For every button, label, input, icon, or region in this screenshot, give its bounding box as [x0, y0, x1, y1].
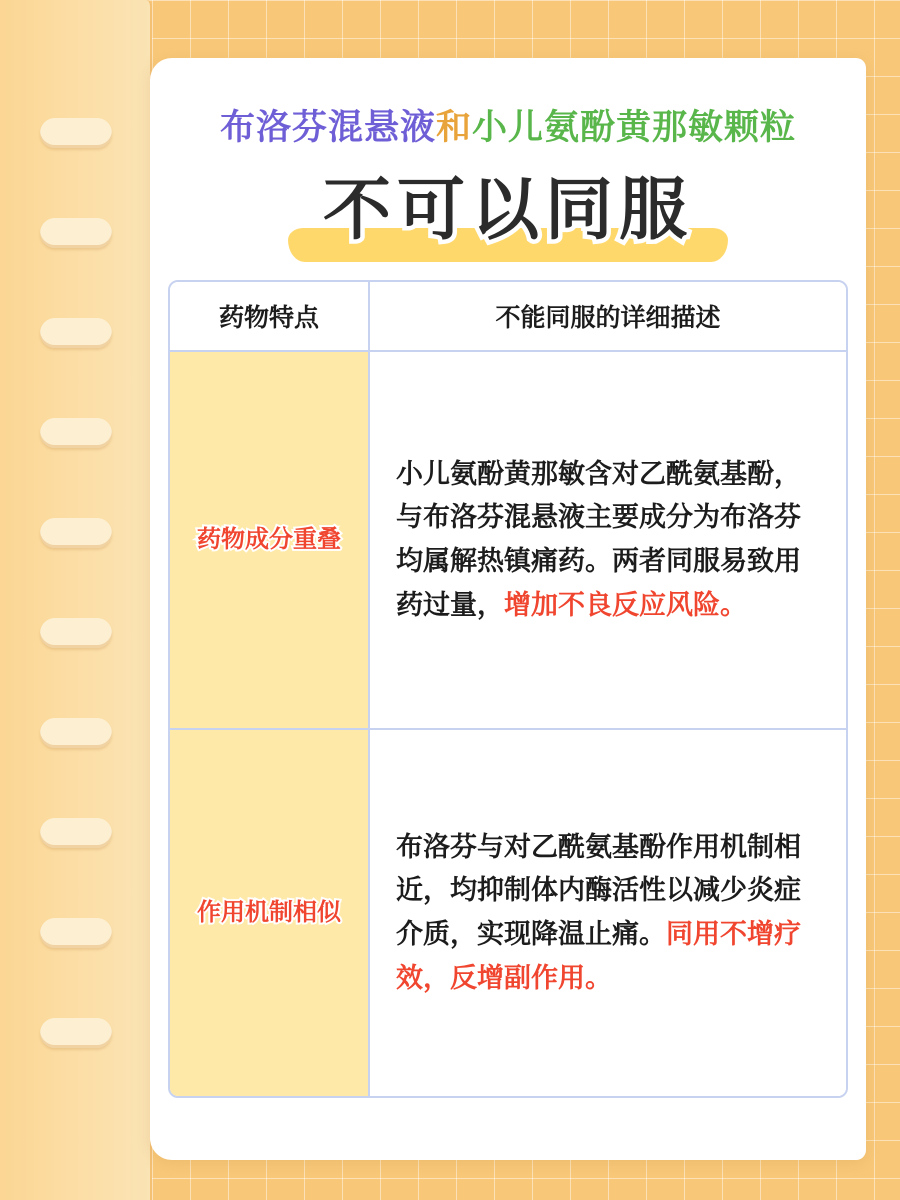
page-title-line-2: 不可以同服 — [322, 172, 693, 248]
row-description — [370, 352, 846, 728]
drug-name-ibuprofen: 布洛芬混悬液 — [219, 108, 436, 147]
comparison-table — [168, 280, 848, 1098]
page-title-banner — [150, 150, 866, 270]
binder-ring — [40, 918, 112, 948]
page-title-line-1 — [150, 100, 866, 150]
row-description-highlight: 同用不增疗效，反增副作用。 — [396, 919, 801, 993]
drug-name-pediatric-granules: 小儿氨酚黄那敏颗粒 — [472, 108, 797, 147]
binder-ring — [40, 518, 112, 548]
table-header-feature: 药物特点 — [170, 282, 370, 350]
row-description — [370, 730, 846, 1096]
row-description-text: 小儿氨酚黄那敏含对乙酰氨基酚，与布洛芬混悬液主要成分为布洛芬均属解热镇痛药。两者同服易致用药过量， — [396, 458, 801, 620]
table-row — [170, 728, 846, 1096]
binder-ring — [40, 318, 112, 348]
notebook-spine — [0, 0, 152, 1200]
row-feature-label: 药物成分重叠 — [170, 352, 370, 728]
title-conjunction: 和 — [435, 108, 472, 147]
row-description-text: 布洛芬与对乙酰氨基酚作用机制相近，均抑制体内酶活性以减少炎症介质，实现降温止痛。 — [396, 831, 801, 949]
row-description-highlight: 增加不良反应风险。 — [504, 589, 747, 620]
row-feature-label: 作用机制相似 — [170, 730, 370, 1096]
binder-ring — [40, 1018, 112, 1048]
binder-ring — [40, 418, 112, 448]
table-header-row — [170, 282, 846, 350]
content-card — [150, 58, 866, 1160]
table-row — [170, 350, 846, 728]
table-header-description: 不能同服的详细描述 — [370, 282, 846, 350]
binder-ring — [40, 118, 112, 148]
binder-ring — [40, 718, 112, 748]
binder-ring — [40, 218, 112, 248]
binder-ring — [40, 618, 112, 648]
binder-ring — [40, 818, 112, 848]
